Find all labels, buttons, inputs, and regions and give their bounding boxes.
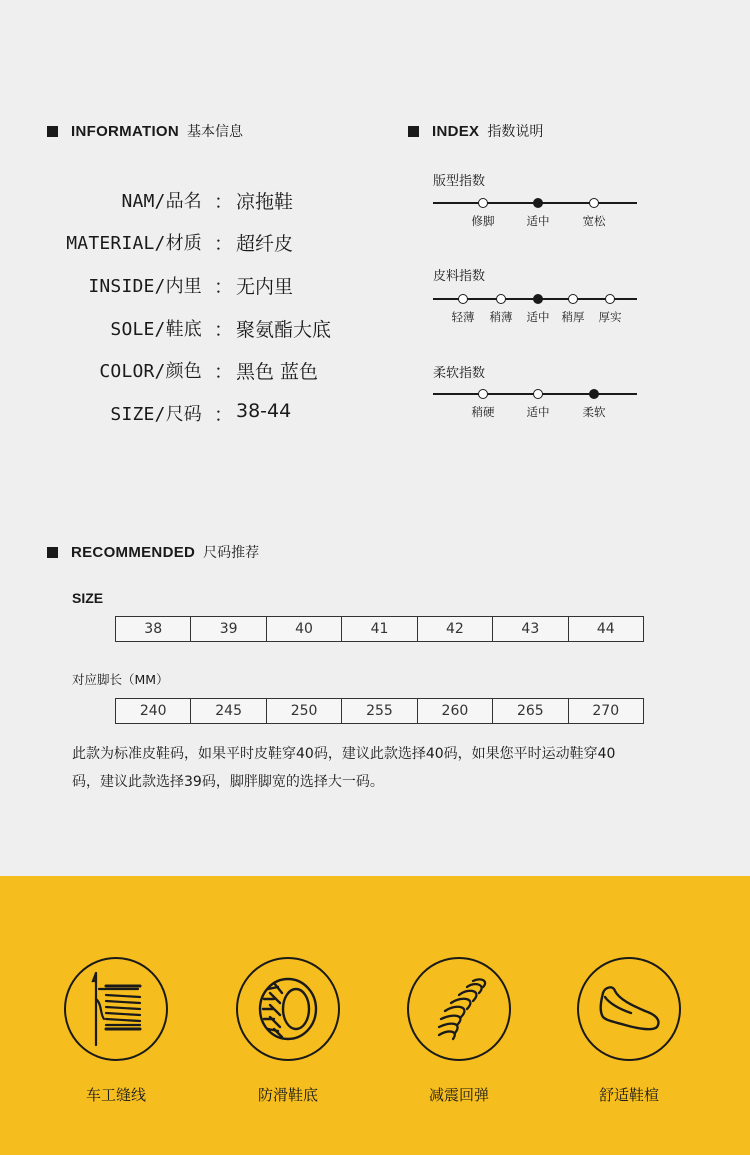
size-caption: SIZE (72, 590, 104, 606)
info-colon: ： (214, 319, 234, 341)
info-value: 无内里 (236, 276, 294, 298)
size-advice-note (72, 740, 732, 796)
info-value: 凉拖鞋 (236, 191, 294, 213)
scale-dot (478, 389, 488, 399)
information-heading (47, 121, 243, 141)
info-colon: ： (214, 233, 234, 255)
scale-point-label: 厚实 (598, 310, 622, 324)
foot-length-caption: 对应脚长（MM） (72, 672, 169, 687)
scale-dot (478, 198, 488, 208)
info-row-inside (0, 272, 360, 302)
recommended-title-cn: 尺码推荐 (203, 545, 260, 561)
foot-length-cell: 250 (267, 699, 342, 723)
square-bullet-icon (47, 126, 58, 137)
scale-point-label: 适中 (526, 310, 550, 324)
size-cell: 43 (493, 617, 568, 641)
information-title-cn: 基本信息 (187, 124, 244, 140)
thread-spool-needle-icon (64, 957, 168, 1061)
index-heading (408, 121, 543, 141)
feature-antislip (228, 957, 348, 1105)
info-row-color (0, 357, 360, 387)
recommended-title-en: RECOMMENDED (71, 543, 196, 561)
info-value: 38-44 (236, 400, 292, 422)
scale-dot-selected (589, 389, 599, 399)
scale-dot-selected (533, 294, 543, 304)
info-value: 黑色 蓝色 (236, 361, 319, 383)
feature-label: 减震回弹 (428, 1086, 489, 1104)
info-value: 超纤皮 (236, 233, 294, 255)
info-key: MATERIAL/材质 (66, 233, 202, 254)
info-colon: ： (214, 361, 234, 383)
scale-dot (458, 294, 468, 304)
scale-point-label: 修脚 (471, 214, 495, 228)
scale-label: 版型指数 (433, 174, 486, 189)
feature-label: 舒适鞋楦 (598, 1086, 659, 1104)
feature-label: 防滑鞋底 (257, 1086, 318, 1104)
scale-point-label: 适中 (526, 405, 550, 419)
feature-comfort-last (569, 957, 689, 1105)
information-title-en: INFORMATION (71, 122, 180, 140)
info-key: INSIDE/内里 (88, 276, 202, 297)
foot-length-table (115, 698, 644, 724)
info-key: COLOR/颜色 (99, 361, 202, 382)
scale-point-label: 柔软 (582, 405, 606, 419)
size-table (115, 616, 644, 642)
scale-dot (533, 389, 543, 399)
scale-point-label: 适中 (526, 214, 550, 228)
scale-point-label: 稍厚 (561, 310, 585, 324)
info-colon: ： (214, 276, 234, 298)
size-cell: 42 (418, 617, 493, 641)
foot-length-cell: 255 (342, 699, 417, 723)
scale-point-label: 稍硬 (471, 405, 495, 419)
scale-dot (496, 294, 506, 304)
size-cell: 38 (116, 617, 191, 641)
recommended-heading (47, 542, 259, 562)
feature-shock-absorb (399, 957, 519, 1105)
foot-length-cell: 265 (493, 699, 568, 723)
scale-point-label: 宽松 (582, 214, 606, 228)
square-bullet-icon (408, 126, 419, 137)
info-colon: ： (214, 191, 234, 213)
feature-stitching (56, 957, 176, 1105)
size-cell: 41 (342, 617, 417, 641)
info-row-material (0, 229, 360, 259)
index-title-en: INDEX (432, 122, 480, 140)
info-key: SOLE/鞋底 (110, 319, 202, 340)
info-row-name (0, 187, 360, 217)
scale-dot (568, 294, 578, 304)
scale-point-label: 轻薄 (451, 310, 475, 324)
scale-dot (589, 198, 599, 208)
info-row-size (0, 400, 360, 430)
size-cell: 39 (191, 617, 266, 641)
info-key: SIZE/尺码 (110, 404, 202, 425)
info-key: NAM/品名 (121, 191, 202, 212)
spring-coil-icon (407, 957, 511, 1061)
size-cell: 44 (596, 621, 615, 637)
size-advice-line: 此款为标准皮鞋码，如果平时皮鞋穿40码，建议此款选择40码，如果您平时运动鞋穿40 (72, 746, 616, 762)
tire-tread-icon (236, 957, 340, 1061)
scale-label: 皮料指数 (433, 269, 486, 284)
info-value: 聚氨酯大底 (236, 319, 332, 341)
foot-length-cell: 245 (191, 699, 266, 723)
size-cell: 40 (267, 617, 342, 641)
square-bullet-icon (47, 547, 58, 558)
scale-point-label: 稍薄 (489, 310, 513, 324)
foot-length-cell: 270 (592, 703, 620, 719)
scale-dot (605, 294, 615, 304)
scale-label: 柔软指数 (433, 366, 486, 381)
info-colon: ： (214, 404, 234, 426)
shoe-last-icon (577, 957, 681, 1061)
foot-length-cell: 240 (116, 699, 191, 723)
size-advice-line: 码，建议此款选择39码，脚胖脚宽的选择大一码。 (72, 774, 384, 790)
info-row-sole (0, 315, 360, 345)
foot-length-cell: 260 (418, 699, 493, 723)
scale-dot-selected (533, 198, 543, 208)
feature-label: 车工缝线 (85, 1086, 146, 1104)
index-title-cn: 指数说明 (487, 124, 544, 140)
